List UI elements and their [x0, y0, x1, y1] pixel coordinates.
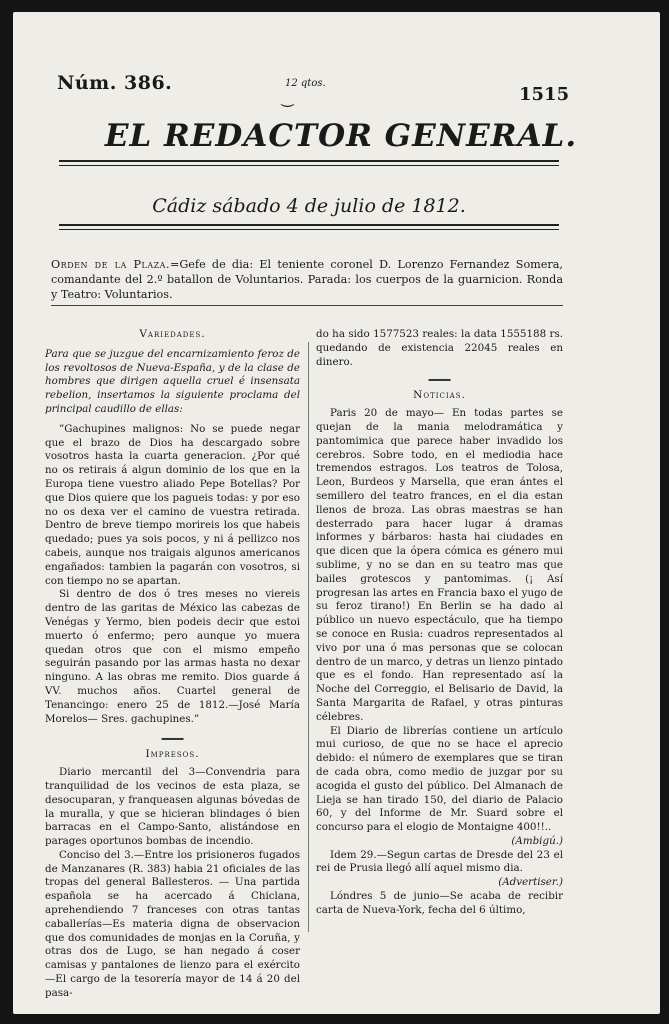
section-rule [51, 305, 563, 306]
orden-text: =Gefe de dia: El teniente coronel D. Lorenzo Fernandez Somera, comandante del 2.º batallon de Voluntarios. Parada: los cuerpos de la guarnicion. Ronda y Teatro: Voluntarios. [51, 258, 563, 301]
impresos-paragraph-1: Diario mercantil del 3—Convendria para tranquilidad de los vecinos de esta plaza, se desocuparan, y franqueasen algunas bóvedas de la muralla, y que se hicieran blindages ó bien barracas en el Campo-Santo, alistándose en parages oportunos bombas de incendio. [45, 766, 300, 848]
page-number: 1515 [519, 84, 570, 105]
orden-label: Orden de la Plaza. [51, 258, 170, 271]
variedades-intro: Para que se juzgue del encarnizamiento feroz de los revoltosos de Nueva-España, y de la clase de hombres que dirigen aquella cruel é insensata rebelion, insertamos la siguiente proclama del principal caudillo de ellas: [45, 347, 300, 415]
impresos-heading: Impresos. [145, 748, 200, 761]
noticias-heading: Noticias. [413, 389, 466, 402]
quire-mark: 12 qtos. [285, 78, 326, 89]
impresos-paragraph-2: Conciso del 3.—Entre los prisioneros fugados de Manzanares (R. 383) habia 21 oficiales de las tropas del general Ballesteros. — Una partida española se ha acercado á Chiclana, aprehendiendo 7 franceses con otras tantas caballerías—Es materia digna de observacion que dos comunidades de monjas en la Coruña, y otras dos de Lugo, se han negado á coser camisas y pantalones de lienzo para el exército—El cargo de la tesorería mayor de 14 á 20 del pasa- [45, 848, 300, 999]
proclama-paragraph-1: ”Gachupines malignos: No se puede negar que el brazo de Dios ha descargado sobre vosotros hasta la cuarta generacion. ¿Por qué no os retirais á algun dominio de los que en la Europa tiene vuestro aliado Pepe Botellas? Por que Dios quiere que los pagueis todas: y por eso no os dexa ver el camino de vuestra retirada. Dentro de breve tiempo morireis los que habeis quedado; pues ya sois pocos, y ni á pellizco nos cabeis, aunque nos traigais algunos americanos engañados: tambien la pagarán con vosotros, si con tiempo no se apartan. [45, 422, 300, 587]
diario-librerias-news: El Diario de librerías contiene un artículo mui curioso, de que no se hace el aprecio debido: el número de exemplares que se tiran de cada obra, como medio de juzgar por su acogida el gusto del público. Del Almanach de Lieja se han tirado 150, del diario de Palacio 60, y del Informe de Mr. Suard sobre el concurso para el elogio de Montaigne 400!!.. [316, 724, 563, 834]
proclama-paragraph-2: Si dentro de dos ó tres meses no viereis dentro de las garitas de México las cabezas de Venégas y Yermo, bien podeis decir que estoi muerto ó enfermo; pero aunque yo muera quedan otros que con el mismo empeño seguirán pasando por las armas hasta no dexar ninguno. A las obras me remito. Dios guarde á VV. muchos años. Cuartel general de Tenancingo: enero 25 de 1812.—José María Morelos— Sres. gachupines.” [45, 588, 300, 725]
quire-flourish-icon: ⏝ [281, 91, 295, 107]
variedades-heading: Variedades. [139, 328, 206, 340]
left-column [45, 328, 300, 1001]
londres-news: Lóndres 5 de junio—Se acaba de recibir carta de Nueva-York, fecha del 6 último, [316, 890, 563, 916]
column-divider [308, 342, 309, 932]
source-advertiser: (Advertiser.) [498, 876, 563, 889]
paris-news: Paris 20 de mayo— En todas partes se quejan de la mania melodramática y pantomimica que parece haber invadido los cerebros. Sobre todo, en el mediodia hace tremendos estragos. Los teatros de Tolosa, Leon, Burdeos y Marsella, que eran ántes el semillero del teatro frances, en el dia estan llenos de broza. Las obras maestras se han desterrado para hacer lugar á dramas informes y bárbaros: hasta hai ciudades en que dicen que la ópera cómica es género mui sublime, y no se dan en su teatro mas que bailes grotescos y pantomimas. (¡ Así progresan las artes en Francia baxo el yugo de su feroz tirano!) En Berlin se ha dado al público un nuevo espectáculo, que ha tiempo se conoce en Rusia: cuadros representados al vivo por una ó mas personas que se colocan dentro de un marco, y detras un lienzo pintado que es el fondo. Han representado así la Noche del Correggio, el Belisario de David, la Santa Margarita de Rafael, y otras pinturas célebres. [316, 407, 563, 723]
orden-de-la-plaza [51, 257, 563, 302]
masthead-rule-bottom [59, 165, 559, 166]
treasury-continuation: do ha sido 1577523 reales: la data 1555188 rs. quedando de existencia 22045 reales en dinero. [316, 328, 563, 368]
masthead-rule-top [59, 160, 559, 162]
source-ambigu: (Ambigú.) [511, 834, 563, 847]
issue-number: Núm. 386. [57, 72, 173, 94]
section-ornament: ━━━ [428, 373, 451, 388]
newspaper-page [13, 12, 660, 1014]
masthead-title: EL REDACTOR GENERAL. [104, 118, 578, 154]
dateline-rule-top [59, 224, 559, 226]
right-column [316, 328, 563, 918]
dateline: Cádiz sábado 4 de julio de 1812. [152, 195, 466, 217]
dateline-rule-bottom [59, 229, 559, 230]
idem-news: Idem 29.—Segun cartas de Dresde del 23 el rei de Prusia llegó allí aquel mismo dia. [316, 848, 563, 875]
section-ornament: ━━━ [161, 732, 184, 747]
